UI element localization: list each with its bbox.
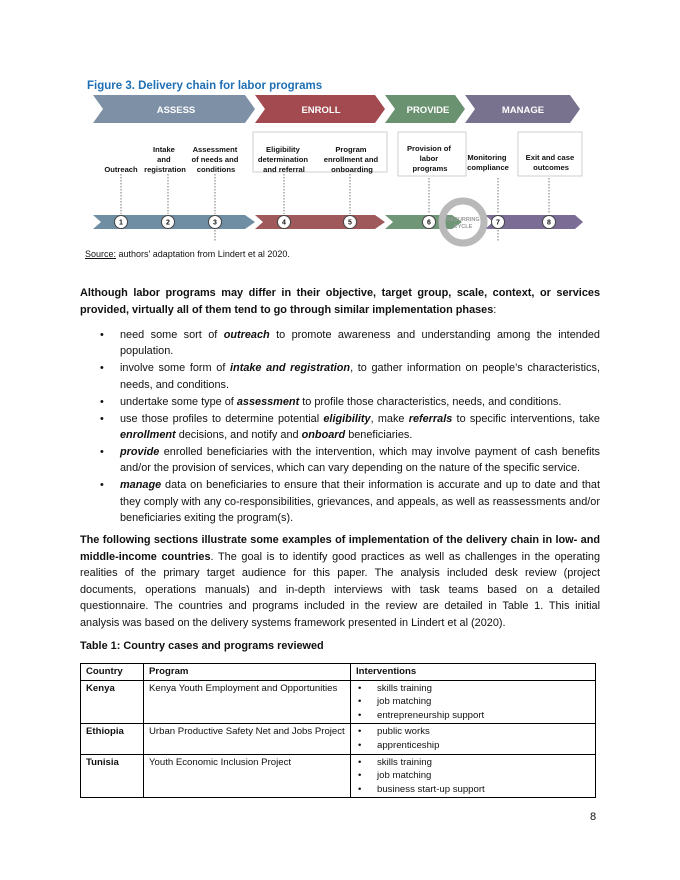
step-3-number: 3: [213, 219, 217, 227]
intervention-item: • business start-up support: [356, 783, 590, 797]
cell-interventions: [351, 680, 596, 724]
header-program: Program: [144, 664, 351, 681]
cell-program: Kenya Youth Employment and Opportunities: [144, 680, 351, 724]
cell-country: Ethiopia: [81, 724, 144, 754]
phase-bullet-list: [80, 327, 600, 527]
table-row: [81, 754, 596, 798]
bullet-assessment: • undertake some type of assessment to profile those characteristics, needs, and conditions.: [80, 394, 600, 410]
step-5-label-3: onboarding: [331, 165, 373, 174]
step-2-number: 2: [166, 219, 170, 227]
cell-program: Urban Productive Safety Net and Jobs Project: [144, 724, 351, 754]
bullet-intake: • involve some form of intake and registration, to gather information on people’s characteristics, needs, and conditions.: [80, 360, 600, 393]
step-5-number: 5: [348, 219, 352, 227]
intervention-item: • entrepreneurship support: [356, 709, 590, 723]
table-row: [81, 680, 596, 724]
step-6-label-1: Provision of: [406, 144, 451, 153]
step-1-label-1: Outreach: [104, 165, 138, 174]
svg-text:Assessment of needs and: [192, 145, 241, 174]
intervention-item: • job matching: [356, 695, 590, 709]
sections-paragraph-rest: . The goal is to identify good practices as well as challenges in the operating realities of the primary target audience for this paper. The analysis included desk review (project documents, operations manuals) and in-depth interviews with task teams based on a detailed questionnaire. The countries and programs included in the review are detailed in Table 1. This initial analysis was based on the delivery systems framework presented in Lindert et al (2020).: [80, 550, 600, 629]
source-label: Source:: [85, 249, 117, 259]
header-interventions: Interventions: [351, 664, 596, 681]
header-country: Country: [81, 664, 144, 681]
intervention-item: • public works: [356, 725, 590, 739]
step-4-label-3: and referral: [263, 165, 305, 174]
figure-title: Figure 3. Delivery chain for labor programs: [87, 80, 323, 92]
step-5-label-2: enrollment and: [323, 155, 379, 164]
sections-paragraph-lead: The following sections illustrate some examples of implementation of the delivery chain in low- and middle-income countries: [80, 534, 600, 563]
intervention-item: • job matching: [356, 769, 590, 783]
bullet-eligibility: • use those profiles to determine potential eligibility, make referrals to specific interventions, take enrollment decisions, and notify and onboard beneficiaries.: [80, 411, 600, 444]
cell-program: Youth Economic Inclusion Project: [144, 754, 351, 798]
cell-interventions: [351, 754, 596, 798]
phase-assess-label: ASSESS: [156, 105, 196, 116]
intervention-item: • apprenticeship: [356, 739, 590, 753]
intervention-item: • skills training: [356, 756, 590, 770]
cycle-label-line2: CYCLE: [453, 224, 473, 230]
intro-paragraph: Although labor programs may differ in their objective, target group, scale, context, or services provided, virtually all of them tend to go through similar implementation phases:: [80, 287, 600, 316]
sections-paragraph: [80, 532, 600, 632]
step-4-label-2: determination: [257, 155, 309, 164]
step-7-number: 7: [496, 219, 500, 227]
svg-text:Monitoring compliance: [467, 153, 509, 172]
phase-manage-label: MANAGE: [501, 105, 545, 116]
bullet-provide: • provide enrolled beneficiaries with the intervention, which may involve payment of cash benefits and/or the provision of services, which can vary depending on the nature of the specific service.: [80, 444, 600, 477]
step-8-label-1: Exit and case: [525, 153, 575, 162]
step-2-label-3: registration: [144, 165, 186, 174]
step-3-label-3: conditions: [196, 165, 236, 174]
step-7-label-1: Monitoring: [467, 153, 507, 162]
svg-text:Exit and case outcomes: [526, 153, 577, 172]
step-1-number: 1: [119, 219, 123, 227]
table-title: Table 1: Country cases and programs reviewed: [80, 640, 324, 652]
svg-text:Intake and registratio: [144, 145, 186, 174]
step-6-number: 6: [427, 219, 431, 227]
phase-provide-label: PROVIDE: [406, 105, 450, 116]
bullet-outreach: • need some sort of outreach to promote awareness and understanding among the intended population.: [80, 327, 600, 360]
step-2-label-1: Intake: [152, 145, 175, 154]
step-3-label-2: of needs and: [191, 155, 239, 164]
chain-segment-enroll: [255, 215, 385, 229]
country-cases-table: [80, 663, 596, 798]
step-8-label-2: outcomes: [533, 163, 569, 172]
table-header-row: [81, 664, 596, 681]
page-number: 8: [590, 811, 597, 823]
step-8-number: 8: [547, 219, 551, 227]
source-text: authors' adaptation from Lindert et al 2020.: [116, 249, 290, 259]
step-2-label-2: and: [157, 155, 171, 164]
step-7-label-2: compliance: [467, 163, 509, 172]
bullet-manage: • manage data on beneficiaries to ensure that their information is accurate and up to date and that they comply with any co-responsibilities, grievances, and appeals, as well as reassessments and/or beneficiaries exiting the program(s).: [80, 477, 600, 526]
cycle-label-line1: RECURRING: [446, 217, 480, 223]
step-6-label-3: programs: [412, 164, 448, 173]
intro-text: Although labor programs may differ in their objective, target group, scale, context, or services provided, virtually all of them tend to go through similar implementation phases: [80, 287, 600, 316]
step-5-label-1: Program: [335, 145, 367, 154]
step-4-label-1: Eligibility: [266, 145, 300, 154]
svg-text:Outreach: [104, 165, 138, 174]
step-4-number: 4: [282, 219, 286, 227]
phase-enroll-label: ENROLL: [301, 105, 341, 116]
cell-country: Tunisia: [81, 754, 144, 798]
step-3-label-1: Assessment: [192, 145, 238, 154]
cell-interventions: [351, 724, 596, 754]
intervention-item: • skills training: [356, 682, 590, 696]
table-row: [81, 724, 596, 754]
figure-source: [85, 249, 290, 259]
cell-country: Kenya: [81, 680, 144, 724]
delivery-chain-diagram: [80, 92, 600, 250]
step-6-label-2: labor: [419, 154, 439, 163]
